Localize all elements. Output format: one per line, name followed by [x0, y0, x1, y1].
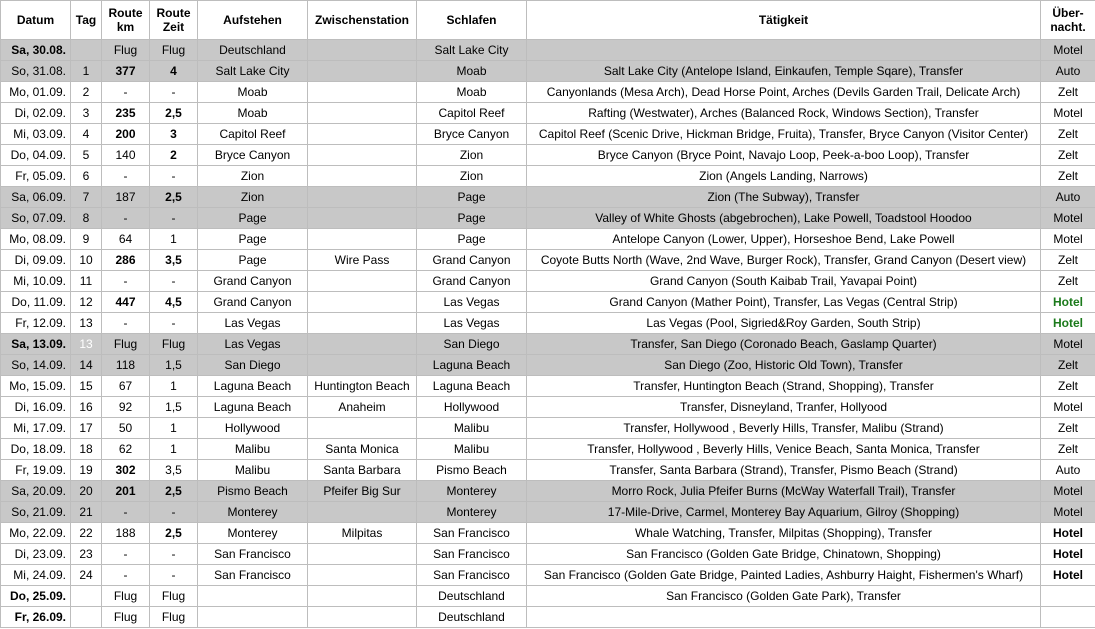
cell-schlafen: Malibu — [417, 418, 527, 439]
cell-taetigkeit: Grand Canyon (South Kaibab Trail, Yavapai Point) — [527, 271, 1041, 292]
table-row — [1, 61, 1095, 82]
cell-datum: So, 07.09. — [1, 208, 71, 229]
header-route-km: Route km — [102, 1, 150, 40]
cell-schlafen: Moab — [417, 61, 527, 82]
cell-zwischenstation — [308, 292, 417, 313]
cell-km: - — [102, 166, 150, 187]
table-row — [1, 607, 1095, 628]
cell-datum: Fr, 05.09. — [1, 166, 71, 187]
cell-datum: Mo, 01.09. — [1, 82, 71, 103]
cell-aufstehen: Moab — [198, 103, 308, 124]
cell-km: 188 — [102, 523, 150, 544]
cell-zeit: 1,5 — [150, 397, 198, 418]
cell-aufstehen: San Francisco — [198, 565, 308, 586]
cell-zeit: 3,5 — [150, 460, 198, 481]
cell-taetigkeit: Transfer, San Diego (Coronado Beach, Gaslamp Quarter) — [527, 334, 1041, 355]
cell-datum: Fr, 19.09. — [1, 460, 71, 481]
table-row — [1, 145, 1095, 166]
header-schlafen: Schlafen — [417, 1, 527, 40]
cell-km: 286 — [102, 250, 150, 271]
cell-datum: Di, 16.09. — [1, 397, 71, 418]
cell-schlafen: Las Vegas — [417, 313, 527, 334]
cell-schlafen: Page — [417, 229, 527, 250]
cell-km: 118 — [102, 355, 150, 376]
cell-zeit: 3,5 — [150, 250, 198, 271]
cell-schlafen: Page — [417, 208, 527, 229]
cell-zeit: - — [150, 82, 198, 103]
cell-tag: 13 — [71, 334, 102, 355]
cell-schlafen: Bryce Canyon — [417, 124, 527, 145]
cell-aufstehen: Grand Canyon — [198, 271, 308, 292]
cell-zeit: 2,5 — [150, 523, 198, 544]
cell-uebernacht: Zelt — [1041, 376, 1095, 397]
header-tag: Tag — [71, 1, 102, 40]
cell-tag: 3 — [71, 103, 102, 124]
cell-uebernacht — [1041, 607, 1095, 628]
cell-uebernacht: Motel — [1041, 397, 1095, 418]
cell-uebernacht: Zelt — [1041, 439, 1095, 460]
table-row — [1, 271, 1095, 292]
cell-zeit: Flug — [150, 334, 198, 355]
cell-zwischenstation — [308, 103, 417, 124]
cell-taetigkeit: Transfer, Disneyland, Tranfer, Hollyood — [527, 397, 1041, 418]
header-route-zeit: Route Zeit — [150, 1, 198, 40]
cell-schlafen: San Francisco — [417, 523, 527, 544]
cell-aufstehen: San Francisco — [198, 544, 308, 565]
cell-schlafen: Grand Canyon — [417, 250, 527, 271]
cell-km: - — [102, 502, 150, 523]
cell-tag: 15 — [71, 376, 102, 397]
header-uebernacht: Über- nacht. — [1041, 1, 1095, 40]
cell-tag: 18 — [71, 439, 102, 460]
cell-km: - — [102, 271, 150, 292]
cell-taetigkeit — [527, 40, 1041, 61]
header-row — [1, 1, 1095, 40]
cell-taetigkeit: Bryce Canyon (Bryce Point, Navajo Loop, Peek-a-boo Loop), Transfer — [527, 145, 1041, 166]
cell-tag: 23 — [71, 544, 102, 565]
cell-zeit: - — [150, 565, 198, 586]
table-row — [1, 418, 1095, 439]
cell-zeit: 2 — [150, 145, 198, 166]
cell-datum: Mo, 22.09. — [1, 523, 71, 544]
cell-zeit: 1 — [150, 418, 198, 439]
cell-tag: 13 — [71, 313, 102, 334]
table-row — [1, 82, 1095, 103]
table-row — [1, 250, 1095, 271]
cell-datum: Mi, 17.09. — [1, 418, 71, 439]
table-row — [1, 124, 1095, 145]
cell-zwischenstation — [308, 607, 417, 628]
cell-zwischenstation: Milpitas — [308, 523, 417, 544]
cell-zeit: 3 — [150, 124, 198, 145]
cell-aufstehen: Hollywood — [198, 418, 308, 439]
cell-uebernacht: Zelt — [1041, 271, 1095, 292]
cell-aufstehen: Moab — [198, 82, 308, 103]
cell-km: 447 — [102, 292, 150, 313]
cell-km: Flug — [102, 40, 150, 61]
cell-zwischenstation: Anaheim — [308, 397, 417, 418]
cell-zwischenstation — [308, 61, 417, 82]
cell-schlafen: Monterey — [417, 481, 527, 502]
cell-datum: Sa, 06.09. — [1, 187, 71, 208]
cell-taetigkeit: Grand Canyon (Mather Point), Transfer, Las Vegas (Central Strip) — [527, 292, 1041, 313]
cell-tag: 7 — [71, 187, 102, 208]
cell-zwischenstation — [308, 208, 417, 229]
cell-taetigkeit: Antelope Canyon (Lower, Upper), Horseshoe Bend, Lake Powell — [527, 229, 1041, 250]
table-row — [1, 523, 1095, 544]
cell-uebernacht: Zelt — [1041, 250, 1095, 271]
table-row — [1, 439, 1095, 460]
cell-schlafen: Capitol Reef — [417, 103, 527, 124]
cell-zeit: - — [150, 208, 198, 229]
cell-zeit: Flug — [150, 40, 198, 61]
cell-schlafen: San Francisco — [417, 565, 527, 586]
cell-taetigkeit: Zion (Angels Landing, Narrows) — [527, 166, 1041, 187]
cell-datum: Do, 04.09. — [1, 145, 71, 166]
cell-taetigkeit: Transfer, Hollywood , Beverly Hills, Venice Beach, Santa Monica, Transfer — [527, 439, 1041, 460]
cell-schlafen: Zion — [417, 166, 527, 187]
cell-zeit: - — [150, 313, 198, 334]
cell-schlafen: Deutschland — [417, 586, 527, 607]
cell-datum: Sa, 20.09. — [1, 481, 71, 502]
cell-km: 235 — [102, 103, 150, 124]
cell-km: - — [102, 544, 150, 565]
cell-datum: Mo, 15.09. — [1, 376, 71, 397]
cell-zwischenstation — [308, 145, 417, 166]
table-row — [1, 313, 1095, 334]
cell-taetigkeit: Transfer, Hollywood , Beverly Hills, Transfer, Malibu (Strand) — [527, 418, 1041, 439]
table-row — [1, 292, 1095, 313]
cell-schlafen: Las Vegas — [417, 292, 527, 313]
cell-km: Flug — [102, 334, 150, 355]
cell-zeit: 2,5 — [150, 103, 198, 124]
cell-tag: 10 — [71, 250, 102, 271]
cell-zeit: Flug — [150, 607, 198, 628]
cell-datum: Fr, 12.09. — [1, 313, 71, 334]
cell-datum: Mo, 08.09. — [1, 229, 71, 250]
table-row — [1, 565, 1095, 586]
cell-tag: 17 — [71, 418, 102, 439]
cell-km: - — [102, 208, 150, 229]
table-row — [1, 397, 1095, 418]
cell-uebernacht: Hotel — [1041, 313, 1095, 334]
table-row — [1, 208, 1095, 229]
table-row — [1, 103, 1095, 124]
cell-km: Flug — [102, 586, 150, 607]
cell-uebernacht: Motel — [1041, 40, 1095, 61]
table-row — [1, 502, 1095, 523]
cell-datum: Di, 02.09. — [1, 103, 71, 124]
table-row — [1, 355, 1095, 376]
cell-uebernacht: Zelt — [1041, 355, 1095, 376]
cell-km: 92 — [102, 397, 150, 418]
cell-schlafen: Zion — [417, 145, 527, 166]
cell-km: Flug — [102, 607, 150, 628]
cell-zwischenstation — [308, 313, 417, 334]
cell-schlafen: Malibu — [417, 439, 527, 460]
cell-taetigkeit: Las Vegas (Pool, Sigried&Roy Garden, South Strip) — [527, 313, 1041, 334]
cell-uebernacht: Hotel — [1041, 523, 1095, 544]
cell-km: 302 — [102, 460, 150, 481]
cell-aufstehen: San Diego — [198, 355, 308, 376]
cell-zwischenstation — [308, 565, 417, 586]
cell-zeit: - — [150, 166, 198, 187]
cell-aufstehen: Las Vegas — [198, 313, 308, 334]
cell-zwischenstation: Huntington Beach — [308, 376, 417, 397]
cell-km: 201 — [102, 481, 150, 502]
cell-taetigkeit: Zion (The Subway), Transfer — [527, 187, 1041, 208]
cell-datum: So, 31.08. — [1, 61, 71, 82]
cell-schlafen: San Francisco — [417, 544, 527, 565]
cell-zeit: - — [150, 544, 198, 565]
table-row — [1, 544, 1095, 565]
cell-schlafen: Moab — [417, 82, 527, 103]
cell-km: 50 — [102, 418, 150, 439]
cell-zeit: 2,5 — [150, 481, 198, 502]
cell-zeit: 4,5 — [150, 292, 198, 313]
cell-schlafen: Laguna Beach — [417, 355, 527, 376]
cell-aufstehen: Grand Canyon — [198, 292, 308, 313]
cell-taetigkeit: San Diego (Zoo, Historic Old Town), Transfer — [527, 355, 1041, 376]
cell-tag — [71, 607, 102, 628]
cell-aufstehen: Zion — [198, 187, 308, 208]
table-row — [1, 376, 1095, 397]
cell-datum: Fr, 26.09. — [1, 607, 71, 628]
cell-uebernacht: Hotel — [1041, 565, 1095, 586]
cell-zeit: - — [150, 502, 198, 523]
cell-zwischenstation: Santa Barbara — [308, 460, 417, 481]
cell-aufstehen: Malibu — [198, 439, 308, 460]
cell-uebernacht: Zelt — [1041, 124, 1095, 145]
cell-taetigkeit: Canyonlands (Mesa Arch), Dead Horse Point, Arches (Devils Garden Trail, Delicate Arch) — [527, 82, 1041, 103]
cell-taetigkeit — [527, 607, 1041, 628]
cell-datum: Di, 23.09. — [1, 544, 71, 565]
cell-zeit: 4 — [150, 61, 198, 82]
cell-tag: 24 — [71, 565, 102, 586]
cell-taetigkeit: 17-Mile-Drive, Carmel, Monterey Bay Aquarium, Gilroy (Shopping) — [527, 502, 1041, 523]
cell-taetigkeit: Valley of White Ghosts (abgebrochen), Lake Powell, Toadstool Hoodoo — [527, 208, 1041, 229]
table-row — [1, 586, 1095, 607]
cell-uebernacht: Motel — [1041, 208, 1095, 229]
header-aufstehen: Aufstehen — [198, 1, 308, 40]
cell-km: 62 — [102, 439, 150, 460]
cell-tag — [71, 40, 102, 61]
cell-zwischenstation: Santa Monica — [308, 439, 417, 460]
cell-km: - — [102, 565, 150, 586]
cell-aufstehen: Monterey — [198, 523, 308, 544]
cell-uebernacht: Auto — [1041, 61, 1095, 82]
cell-uebernacht: Auto — [1041, 187, 1095, 208]
cell-taetigkeit: Morro Rock, Julia Pfeifer Burns (McWay Waterfall Trail), Transfer — [527, 481, 1041, 502]
cell-datum: So, 21.09. — [1, 502, 71, 523]
cell-datum: Mi, 03.09. — [1, 124, 71, 145]
cell-datum: So, 14.09. — [1, 355, 71, 376]
cell-tag: 5 — [71, 145, 102, 166]
cell-zwischenstation — [308, 544, 417, 565]
cell-tag: 21 — [71, 502, 102, 523]
cell-tag: 8 — [71, 208, 102, 229]
cell-aufstehen: Pismo Beach — [198, 481, 308, 502]
cell-datum: Do, 11.09. — [1, 292, 71, 313]
cell-schlafen: Page — [417, 187, 527, 208]
cell-aufstehen — [198, 607, 308, 628]
cell-taetigkeit: San Francisco (Golden Gate Bridge, Painted Ladies, Ashburry Haight, Fishermen's Wharf) — [527, 565, 1041, 586]
cell-km: - — [102, 82, 150, 103]
cell-zwischenstation — [308, 166, 417, 187]
cell-schlafen: Deutschland — [417, 607, 527, 628]
cell-tag: 11 — [71, 271, 102, 292]
cell-zwischenstation — [308, 40, 417, 61]
cell-tag: 14 — [71, 355, 102, 376]
cell-tag: 9 — [71, 229, 102, 250]
header-zwischenstation: Zwischenstation — [308, 1, 417, 40]
cell-schlafen: Pismo Beach — [417, 460, 527, 481]
cell-schlafen: Laguna Beach — [417, 376, 527, 397]
cell-datum: Sa, 13.09. — [1, 334, 71, 355]
cell-zwischenstation: Pfeifer Big Sur — [308, 481, 417, 502]
cell-zwischenstation: Wire Pass — [308, 250, 417, 271]
cell-zwischenstation — [308, 418, 417, 439]
table-row — [1, 460, 1095, 481]
cell-zeit: 1 — [150, 376, 198, 397]
cell-uebernacht: Motel — [1041, 481, 1095, 502]
cell-km: 377 — [102, 61, 150, 82]
cell-zwischenstation — [308, 229, 417, 250]
cell-uebernacht — [1041, 586, 1095, 607]
cell-zeit: - — [150, 271, 198, 292]
cell-taetigkeit: Coyote Butts North (Wave, 2nd Wave, Burger Rock), Transfer, Grand Canyon (Desert view) — [527, 250, 1041, 271]
cell-zeit: 2,5 — [150, 187, 198, 208]
cell-uebernacht: Motel — [1041, 229, 1095, 250]
cell-zwischenstation — [308, 502, 417, 523]
cell-aufstehen: Deutschland — [198, 40, 308, 61]
cell-zeit: 1,5 — [150, 355, 198, 376]
cell-aufstehen — [198, 586, 308, 607]
cell-uebernacht: Hotel — [1041, 544, 1095, 565]
cell-schlafen: Salt Lake City — [417, 40, 527, 61]
cell-aufstehen: Zion — [198, 166, 308, 187]
table-row — [1, 40, 1095, 61]
cell-aufstehen: Page — [198, 250, 308, 271]
cell-zeit: 1 — [150, 439, 198, 460]
cell-taetigkeit: Whale Watching, Transfer, Milpitas (Shopping), Transfer — [527, 523, 1041, 544]
cell-zwischenstation — [308, 334, 417, 355]
cell-datum: Do, 25.09. — [1, 586, 71, 607]
cell-uebernacht: Zelt — [1041, 418, 1095, 439]
cell-datum: Mi, 24.09. — [1, 565, 71, 586]
cell-taetigkeit: Transfer, Huntington Beach (Strand, Shopping), Transfer — [527, 376, 1041, 397]
cell-zwischenstation — [308, 187, 417, 208]
cell-datum: Do, 18.09. — [1, 439, 71, 460]
cell-aufstehen: Bryce Canyon — [198, 145, 308, 166]
cell-tag: 12 — [71, 292, 102, 313]
cell-aufstehen: Salt Lake City — [198, 61, 308, 82]
cell-zwischenstation — [308, 271, 417, 292]
cell-tag: 2 — [71, 82, 102, 103]
cell-tag: 19 — [71, 460, 102, 481]
cell-aufstehen: Malibu — [198, 460, 308, 481]
cell-taetigkeit: Salt Lake City (Antelope Island, Einkaufen, Temple Sqare), Transfer — [527, 61, 1041, 82]
cell-km: 67 — [102, 376, 150, 397]
cell-zwischenstation — [308, 124, 417, 145]
cell-taetigkeit: Transfer, Santa Barbara (Strand), Transfer, Pismo Beach (Strand) — [527, 460, 1041, 481]
cell-schlafen: Grand Canyon — [417, 271, 527, 292]
cell-aufstehen: Page — [198, 208, 308, 229]
cell-tag: 6 — [71, 166, 102, 187]
cell-tag: 22 — [71, 523, 102, 544]
cell-tag: 1 — [71, 61, 102, 82]
cell-zwischenstation — [308, 82, 417, 103]
table-row — [1, 166, 1095, 187]
header-datum: Datum — [1, 1, 71, 40]
cell-aufstehen: Laguna Beach — [198, 397, 308, 418]
table-row — [1, 229, 1095, 250]
cell-schlafen: Hollywood — [417, 397, 527, 418]
cell-zeit: 1 — [150, 229, 198, 250]
cell-tag: 20 — [71, 481, 102, 502]
cell-uebernacht: Hotel — [1041, 292, 1095, 313]
cell-uebernacht: Motel — [1041, 103, 1095, 124]
cell-uebernacht: Zelt — [1041, 166, 1095, 187]
cell-taetigkeit: San Francisco (Golden Gate Bridge, Chinatown, Shopping) — [527, 544, 1041, 565]
cell-km: 200 — [102, 124, 150, 145]
cell-km: 64 — [102, 229, 150, 250]
cell-taetigkeit: Rafting (Westwater), Arches (Balanced Rock, Windows Section), Transfer — [527, 103, 1041, 124]
cell-uebernacht: Zelt — [1041, 82, 1095, 103]
cell-uebernacht: Motel — [1041, 334, 1095, 355]
cell-datum: Mi, 10.09. — [1, 271, 71, 292]
cell-km: - — [102, 313, 150, 334]
cell-zwischenstation — [308, 355, 417, 376]
cell-datum: Di, 09.09. — [1, 250, 71, 271]
cell-km: 140 — [102, 145, 150, 166]
cell-datum: Sa, 30.08. — [1, 40, 71, 61]
cell-uebernacht: Motel — [1041, 502, 1095, 523]
cell-uebernacht: Auto — [1041, 460, 1095, 481]
table-row — [1, 187, 1095, 208]
cell-km: 187 — [102, 187, 150, 208]
cell-schlafen: Monterey — [417, 502, 527, 523]
cell-aufstehen: Las Vegas — [198, 334, 308, 355]
cell-aufstehen: Monterey — [198, 502, 308, 523]
table-row — [1, 481, 1095, 502]
cell-schlafen: San Diego — [417, 334, 527, 355]
header-taetigkeit: Tätigkeit — [527, 1, 1041, 40]
cell-taetigkeit: Capitol Reef (Scenic Drive, Hickman Bridge, Fruita), Transfer, Bryce Canyon (Visitor Center) — [527, 124, 1041, 145]
cell-uebernacht: Zelt — [1041, 145, 1095, 166]
cell-aufstehen: Capitol Reef — [198, 124, 308, 145]
cell-aufstehen: Page — [198, 229, 308, 250]
cell-aufstehen: Laguna Beach — [198, 376, 308, 397]
table-row — [1, 334, 1095, 355]
cell-tag — [71, 586, 102, 607]
cell-tag: 4 — [71, 124, 102, 145]
cell-taetigkeit: San Francisco (Golden Gate Park), Transfer — [527, 586, 1041, 607]
cell-tag: 16 — [71, 397, 102, 418]
cell-zwischenstation — [308, 586, 417, 607]
cell-zeit: Flug — [150, 586, 198, 607]
